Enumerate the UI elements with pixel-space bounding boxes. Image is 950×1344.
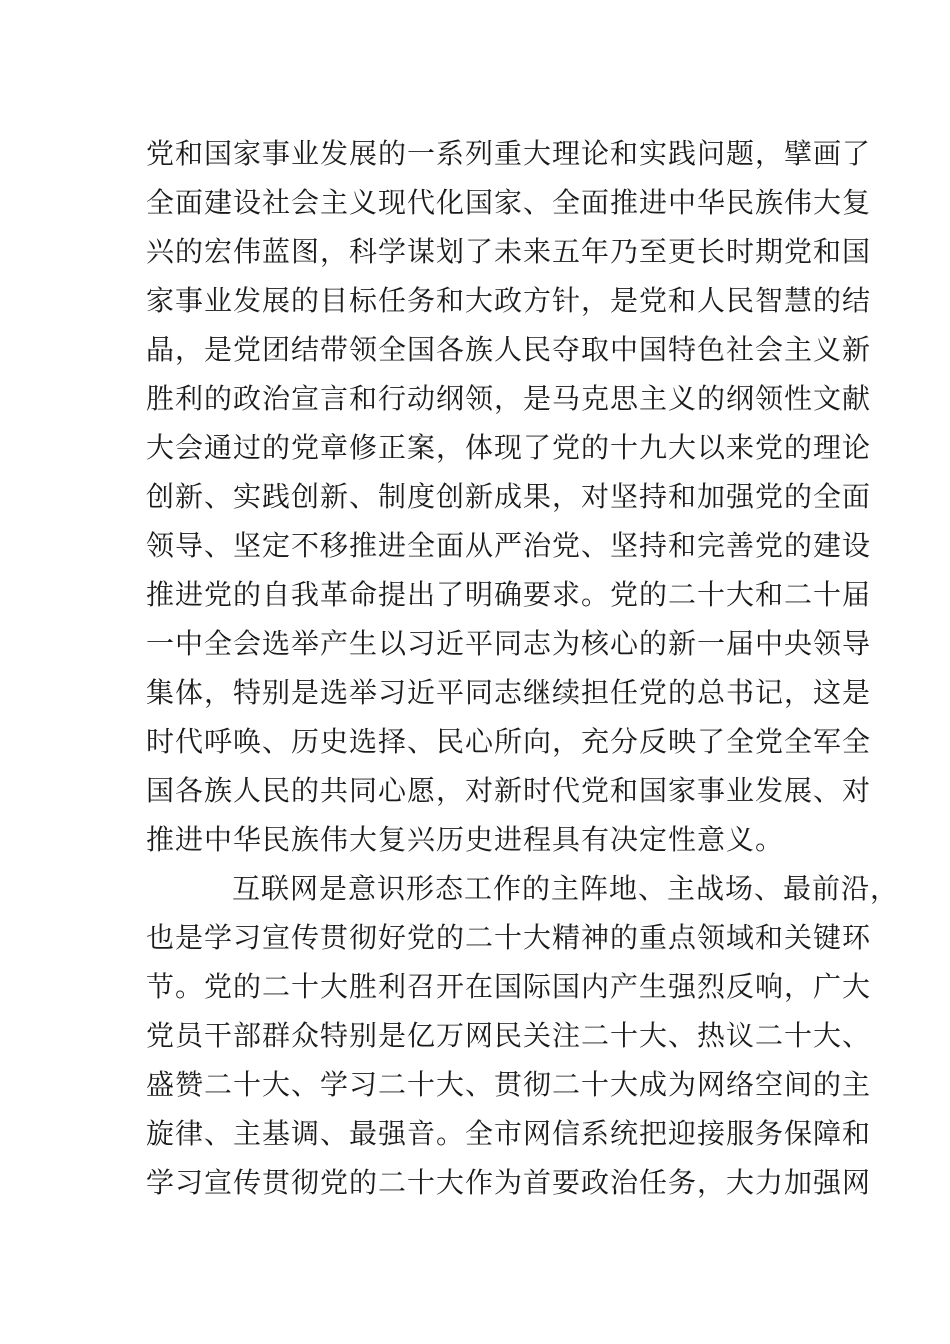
text-line: 创新、实践创新、制度创新成果，对坚持和加强党的全面 — [146, 480, 872, 513]
text-line: 盛赞二十大、学习二十大、贯彻二十大成为网络空间的主 — [146, 1068, 872, 1101]
text-line: 晶，是党团结带领全国各族人民夺取中国特色社会主义新 — [146, 333, 872, 366]
text-line: 也是学习宣传贯彻好党的二十大精神的重点领域和关键环 — [146, 921, 872, 954]
text-line: 胜利的政治宣言和行动纲领，是马克思主义的纲领性文献 — [146, 382, 872, 415]
text-line: 推进党的自我革命提出了明确要求。党的二十大和二十届 — [146, 578, 872, 611]
text-line: 学习宣传贯彻党的二十大作为首要政治任务，大力加强网 — [146, 1166, 872, 1199]
text-line: 党员干部群众特别是亿万网民关注二十大、热议二十大、 — [146, 1019, 872, 1052]
text-line: 集体，特别是选举习近平同志继续担任党的总书记，这是 — [146, 676, 872, 709]
text-line: 节。党的二十大胜利召开在国际国内产生强烈反响，广大 — [146, 970, 872, 1003]
text-line: 兴的宏伟蓝图，科学谋划了未来五年乃至更长时期党和国 — [146, 235, 872, 268]
paragraph-first-line: 互联网是意识形态工作的主阵地、主战场、最前沿， — [232, 872, 900, 905]
text-line: 旋律、主基调、最强音。全市网信系统把迎接服务保障和 — [146, 1117, 872, 1150]
text-line: 党和国家事业发展的一系列重大理论和实践问题，擘画了 — [146, 137, 872, 170]
text-line: 推进中华民族伟大复兴历史进程具有决定性意义。 — [146, 823, 785, 856]
text-line: 大会通过的党章修正案，体现了党的十九大以来党的理论 — [146, 431, 872, 464]
text-line: 全面建设社会主义现代化国家、全面推进中华民族伟大复 — [146, 186, 872, 219]
text-line: 领导、坚定不移推进全面从严治党、坚持和完善党的建设 — [146, 529, 872, 562]
text-line: 家事业发展的目标任务和大政方针，是党和人民智慧的结 — [146, 284, 872, 317]
text-line: 国各族人民的共同心愿，对新时代党和国家事业发展、对 — [146, 774, 872, 807]
text-line: 一中全会选举产生以习近平同志为核心的新一届中央领导 — [146, 627, 872, 660]
text-line: 时代呼唤、历史选择、民心所向，充分反映了全党全军全 — [146, 725, 872, 758]
